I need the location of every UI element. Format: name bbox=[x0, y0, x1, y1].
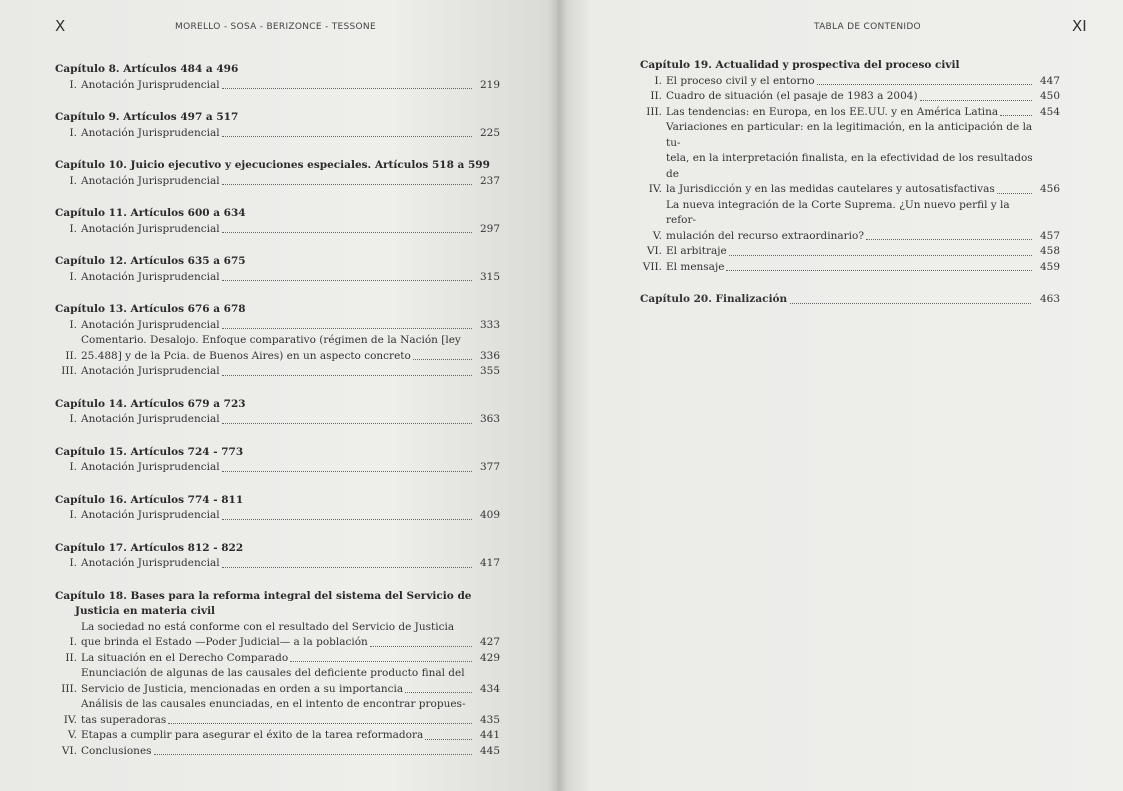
chapter-title-text: Capítulo 8. Artículos 484 a 496 bbox=[55, 63, 239, 75]
entry-text bbox=[666, 244, 1034, 260]
toc-chapter bbox=[55, 110, 500, 141]
entry-page-number: 315 bbox=[479, 270, 500, 283]
entry-last-line bbox=[666, 182, 1034, 198]
right-running-head: TABLA DE CONTENIDO bbox=[814, 22, 921, 32]
entry-number: VII. bbox=[642, 260, 662, 273]
entry-number: IV. bbox=[648, 183, 662, 195]
entry-page-number: 355 bbox=[479, 365, 500, 377]
dot-leader bbox=[222, 280, 472, 281]
toc-entry bbox=[55, 460, 500, 476]
entry-line: Anotación Jurisprudencial bbox=[81, 270, 220, 283]
entry-text bbox=[666, 74, 1034, 90]
entry-number: I. bbox=[69, 557, 77, 569]
entry-number: VI. bbox=[646, 245, 662, 257]
toc-chapter bbox=[55, 206, 500, 237]
toc-entry bbox=[640, 260, 1060, 276]
entry-page-number: 445 bbox=[479, 744, 500, 757]
dot-leader bbox=[425, 739, 472, 740]
entry-text bbox=[666, 198, 1034, 245]
entry-text bbox=[81, 126, 474, 142]
entry-page-number: 429 bbox=[479, 651, 500, 664]
entry-line: Variaciones en particular: en la legitimación, en la anticipación de la tu- bbox=[666, 121, 1033, 149]
entry-number: II. bbox=[65, 651, 77, 664]
entry-last-line bbox=[81, 318, 474, 334]
entry-number: I. bbox=[69, 318, 77, 331]
entry-last-line bbox=[81, 744, 474, 760]
left-page-number: X bbox=[55, 17, 66, 35]
toc-entry bbox=[55, 333, 500, 364]
entry-page-number: 297 bbox=[479, 222, 500, 235]
toc-chapter bbox=[55, 62, 500, 93]
entry-page-number: 237 bbox=[479, 174, 500, 187]
entry-line: El proceso civil y el entorno bbox=[666, 74, 815, 87]
entry-text bbox=[666, 105, 1034, 121]
entry-number: II. bbox=[65, 349, 77, 362]
entry-line: Anotación Jurisprudencial bbox=[81, 78, 220, 91]
toc-entry bbox=[55, 666, 500, 697]
entry-text bbox=[81, 318, 474, 334]
chapter-title bbox=[55, 541, 500, 557]
toc-entry bbox=[55, 364, 500, 380]
entry-number: III. bbox=[61, 682, 77, 695]
chapter-title bbox=[55, 589, 500, 620]
toc-entry bbox=[55, 697, 500, 728]
entry-line: El mensaje bbox=[666, 260, 725, 273]
entry-page-number: 377 bbox=[479, 461, 500, 473]
dot-leader bbox=[1000, 115, 1032, 116]
entry-text bbox=[81, 333, 474, 364]
entry-page-number: 427 bbox=[479, 636, 500, 648]
entry-last-line bbox=[81, 174, 474, 190]
entry-page-number: 456 bbox=[1039, 183, 1060, 195]
entry-page-number: 435 bbox=[479, 713, 500, 726]
entry-line: mulación del recurso extraordinario? bbox=[666, 229, 864, 242]
toc-chapter bbox=[55, 493, 500, 524]
chapter-title-continuation: Justicia en materia civil bbox=[75, 605, 216, 617]
toc-entry bbox=[640, 89, 1060, 105]
dot-leader bbox=[154, 754, 472, 755]
entry-text bbox=[81, 620, 474, 651]
entry-page-number: 333 bbox=[479, 318, 500, 331]
entry-line: Comentario. Desalojo. Enfoque comparativo (régimen de la Nación [ley bbox=[81, 334, 461, 346]
entry-last-line bbox=[81, 349, 474, 365]
entry-line: Anotación Jurisprudencial bbox=[81, 557, 220, 569]
toc-chapter bbox=[55, 254, 500, 285]
chapter-title-text: Capítulo 15. Artículos 724 - 773 bbox=[55, 445, 244, 458]
toc-entry bbox=[640, 105, 1060, 121]
chapter-title bbox=[55, 254, 500, 270]
entry-last-line bbox=[666, 74, 1034, 90]
toc-entry bbox=[55, 651, 500, 667]
chapter-title-text: Capítulo 14. Artículos 679 a 723 bbox=[55, 397, 246, 410]
chapter-title bbox=[55, 302, 500, 318]
entry-number: III. bbox=[61, 365, 77, 377]
entry-line: que brinda el Estado —Poder Judicial— a la población bbox=[81, 636, 368, 648]
dot-leader bbox=[920, 100, 1032, 101]
chapter-title-text: Capítulo 17. Artículos 812 - 822 bbox=[55, 541, 244, 554]
entry-page-number: 336 bbox=[479, 349, 500, 362]
entry-page-number: 417 bbox=[479, 557, 500, 569]
entry-text bbox=[81, 174, 474, 190]
dot-leader bbox=[222, 567, 472, 568]
entry-text bbox=[81, 666, 474, 697]
entry-number: I. bbox=[69, 126, 77, 139]
dot-leader bbox=[222, 136, 472, 137]
entry-line: Servicio de Justicia, mencionadas en orden a su importancia bbox=[81, 682, 404, 695]
entry-last-line bbox=[81, 651, 474, 667]
toc-entry bbox=[55, 126, 500, 142]
entry-text bbox=[81, 744, 474, 760]
dot-leader bbox=[222, 519, 472, 520]
toc-entry bbox=[640, 74, 1060, 90]
dot-leader bbox=[729, 255, 1032, 256]
chapter-title bbox=[55, 397, 500, 413]
toc-chapter bbox=[55, 541, 500, 572]
entry-line: Etapas a cumplir para asegurar el éxito de la tarea reformadora bbox=[81, 729, 424, 741]
entry-page-number: 447 bbox=[1039, 74, 1060, 87]
entry-last-line bbox=[666, 105, 1034, 121]
entry-text bbox=[81, 460, 474, 476]
entry-last-line bbox=[666, 244, 1034, 260]
entry-text bbox=[81, 697, 474, 728]
dot-leader bbox=[222, 184, 472, 185]
toc-chapter bbox=[55, 158, 500, 189]
toc-entry bbox=[55, 78, 500, 94]
entry-last-line bbox=[81, 460, 474, 476]
entry-line: Anotación Jurisprudencial bbox=[81, 461, 220, 473]
toc-chapter bbox=[55, 397, 500, 428]
entry-number: V. bbox=[67, 729, 77, 741]
entry-line: La sociedad no está conforme con el resultado del Servicio de Justicia bbox=[81, 620, 455, 633]
entry-page-number: 434 bbox=[479, 682, 500, 695]
book-gutter bbox=[548, 0, 568, 791]
entry-line: Las tendencias: en Europa, en los EE.UU. y en América Latina bbox=[666, 105, 999, 118]
toc-entry bbox=[55, 174, 500, 190]
toc-entry bbox=[55, 270, 500, 286]
dot-leader bbox=[222, 423, 472, 424]
entry-line: Anotación Jurisprudencial bbox=[81, 509, 220, 521]
chapter-title bbox=[55, 493, 500, 509]
toc-entry bbox=[640, 244, 1060, 260]
left-table-of-contents bbox=[55, 62, 500, 776]
entry-number: I. bbox=[69, 461, 77, 473]
dot-leader bbox=[222, 471, 472, 472]
entry-last-line bbox=[81, 364, 474, 380]
entry-number: IV. bbox=[63, 713, 77, 726]
dot-leader bbox=[290, 661, 472, 662]
toc-entry bbox=[55, 620, 500, 651]
right-page bbox=[558, 0, 1123, 791]
entry-last-line bbox=[81, 682, 474, 698]
entry-number: I. bbox=[69, 78, 77, 91]
left-running-head: MORELLO - SOSA - BERIZONCE - TESSONE bbox=[175, 22, 376, 32]
entry-number: I. bbox=[69, 222, 77, 235]
chapter-title bbox=[640, 58, 1060, 74]
dot-leader bbox=[370, 646, 472, 647]
entry-number: III. bbox=[646, 105, 662, 118]
entry-number: I. bbox=[69, 174, 77, 187]
chapter-title bbox=[55, 62, 500, 78]
entry-last-line bbox=[81, 635, 474, 651]
entry-text bbox=[666, 260, 1034, 276]
chapter-title bbox=[55, 110, 500, 126]
entry-text bbox=[81, 556, 474, 572]
entry-last-line bbox=[81, 222, 474, 238]
entry-text bbox=[81, 270, 474, 286]
toc-entry bbox=[55, 412, 500, 428]
toc-entry bbox=[640, 198, 1060, 245]
dot-leader bbox=[997, 193, 1032, 194]
entry-page-number: 458 bbox=[1039, 245, 1060, 257]
entry-last-line bbox=[81, 412, 474, 428]
dot-leader bbox=[726, 270, 1032, 271]
chapter-title-text: Capítulo 9. Artículos 497 a 517 bbox=[55, 111, 239, 123]
dot-leader bbox=[222, 232, 472, 233]
entry-text bbox=[81, 222, 474, 238]
entry-page-number: 409 bbox=[479, 509, 500, 521]
chapter-title-text: Capítulo 10. Juicio ejecutivo y ejecuciones especiales. Artículos 518 a 599 bbox=[55, 159, 490, 171]
entry-text bbox=[666, 89, 1034, 105]
chapter-title-text: Capítulo 12. Artículos 635 a 675 bbox=[55, 255, 246, 267]
chapter-title-text: Capítulo 16. Artículos 774 - 811 bbox=[55, 493, 244, 506]
entry-text bbox=[81, 651, 474, 667]
toc-entry bbox=[640, 120, 1060, 198]
dot-leader bbox=[866, 239, 1032, 240]
right-table-of-contents bbox=[640, 58, 1060, 308]
entry-line: Anotación Jurisprudencial bbox=[81, 222, 220, 235]
entry-last-line bbox=[81, 270, 474, 286]
dot-leader bbox=[817, 84, 1032, 85]
entry-line: Anotación Jurisprudencial bbox=[81, 413, 220, 425]
entry-line: Anotación Jurisprudencial bbox=[81, 174, 220, 187]
dot-leader bbox=[168, 723, 472, 724]
dot-leader bbox=[222, 328, 472, 329]
entry-number: I. bbox=[69, 413, 77, 425]
entry-text bbox=[81, 508, 474, 524]
entry-line: Análisis de las causales enunciadas, en el intento de encontrar propues- bbox=[81, 698, 466, 710]
entry-line: tas superadoras bbox=[81, 713, 167, 726]
entry-page-number: 363 bbox=[479, 413, 500, 425]
dot-leader bbox=[790, 303, 1031, 304]
entry-page-number: 219 bbox=[479, 78, 500, 91]
entry-number: I. bbox=[69, 509, 77, 521]
chapter-title-text: Capítulo 18. Bases para la reforma integral del sistema del Servicio de bbox=[55, 589, 472, 602]
entry-line: la Jurisdicción y en las medidas cautelares y autosatisfactivas bbox=[666, 183, 995, 195]
entry-page-number: 225 bbox=[479, 126, 500, 139]
toc-entry bbox=[55, 556, 500, 572]
toc-entry bbox=[55, 744, 500, 760]
entry-line: Anotación Jurisprudencial bbox=[81, 318, 220, 331]
dot-leader bbox=[405, 692, 472, 693]
dot-leader bbox=[222, 88, 472, 89]
entry-text bbox=[81, 412, 474, 428]
toc-entry bbox=[55, 728, 500, 744]
entry-last-line bbox=[81, 78, 474, 94]
chapter-page-number: 463 bbox=[1039, 293, 1060, 305]
entry-line: El arbitraje bbox=[666, 245, 727, 257]
entry-last-line bbox=[81, 508, 474, 524]
entry-page-number: 454 bbox=[1039, 105, 1060, 118]
entry-number: I. bbox=[654, 74, 662, 87]
entry-line: 25.488] y de la Pcia. de Buenos Aires) en un aspecto concreto bbox=[81, 349, 411, 362]
chapter-title bbox=[55, 158, 500, 174]
toc-chapter bbox=[55, 445, 500, 476]
left-page bbox=[0, 0, 558, 791]
toc-entry bbox=[55, 508, 500, 524]
entry-line: Anotación Jurisprudencial bbox=[81, 365, 220, 377]
entry-last-line bbox=[81, 556, 474, 572]
entry-text bbox=[666, 120, 1034, 198]
dot-leader bbox=[413, 359, 472, 360]
chapter-title-text: Capítulo 20. Finalización bbox=[640, 293, 788, 305]
chapter-title bbox=[55, 445, 500, 461]
entry-last-line bbox=[666, 229, 1034, 245]
toc-entry bbox=[55, 222, 500, 238]
entry-number: II. bbox=[650, 90, 662, 102]
entry-page-number: 457 bbox=[1039, 229, 1060, 242]
right-page-number: XI bbox=[1072, 17, 1087, 35]
entry-page-number: 450 bbox=[1039, 90, 1060, 102]
entry-line: Conclusiones bbox=[81, 744, 152, 757]
toc-chapter bbox=[55, 302, 500, 380]
entry-text bbox=[81, 728, 474, 744]
entry-number: I. bbox=[69, 636, 77, 648]
entry-page-number: 441 bbox=[479, 729, 500, 741]
entry-number: VI. bbox=[61, 744, 77, 757]
chapter-title-text: Capítulo 11. Artículos 600 a 634 bbox=[55, 207, 246, 219]
chapter-title bbox=[55, 206, 500, 222]
entry-page-number: 459 bbox=[1039, 260, 1060, 273]
entry-line: Enunciación de algunas de las causales del deficiente producto final del bbox=[81, 667, 465, 679]
toc-entry bbox=[55, 318, 500, 334]
chapter-title-text: Capítulo 13. Artículos 676 a 678 bbox=[55, 303, 246, 315]
entry-text bbox=[81, 364, 474, 380]
dot-leader bbox=[222, 375, 472, 376]
entry-last-line bbox=[81, 713, 474, 729]
entry-line: La situación en el Derecho Comparado bbox=[81, 651, 289, 664]
entry-last-line bbox=[81, 728, 474, 744]
entry-number: I. bbox=[69, 270, 77, 283]
entry-line: Cuadro de situación (el pasaje de 1983 a 2004) bbox=[666, 90, 918, 102]
entry-line: Anotación Jurisprudencial bbox=[81, 126, 220, 139]
entry-text bbox=[81, 78, 474, 94]
entry-last-line bbox=[81, 126, 474, 142]
entry-line: La nueva integración de la Corte Suprema. ¿Un nuevo perfil y la refor- bbox=[666, 198, 1010, 226]
entry-number: V. bbox=[652, 229, 662, 242]
entry-line: tela, en la interpretación finalista, en la efectividad de los resultados de bbox=[666, 152, 1033, 180]
chapter-title-text: Capítulo 19. Actualidad y prospectiva del proceso civil bbox=[640, 59, 960, 71]
toc-chapter-final bbox=[640, 292, 1060, 308]
entry-last-line bbox=[666, 89, 1034, 105]
toc-chapter bbox=[55, 589, 500, 760]
entry-last-line bbox=[666, 260, 1034, 276]
toc-chapter bbox=[640, 58, 1060, 275]
